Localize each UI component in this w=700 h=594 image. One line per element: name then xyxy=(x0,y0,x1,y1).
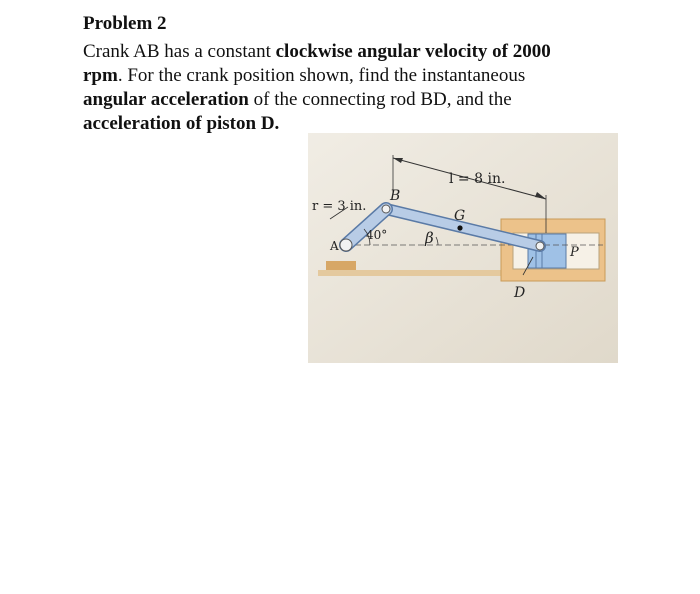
radius-label: r = 3 in. xyxy=(312,199,367,214)
ground-support xyxy=(326,261,356,271)
point-B-label: B xyxy=(390,188,401,204)
angle-beta-label: β xyxy=(425,229,434,247)
statement-line4-bold: acceleration of piston D. xyxy=(83,113,280,134)
slider-crank-figure xyxy=(308,133,618,363)
point-P-label: P xyxy=(570,245,579,260)
statement-line2-bold: rpm xyxy=(83,65,118,86)
angle-40-label: 40° xyxy=(366,228,388,242)
pin-B xyxy=(382,205,390,213)
statement-line3-bold: angular acceleration xyxy=(83,89,249,110)
point-A-label: A xyxy=(330,239,339,253)
statement-line1-bold: clockwise angular velocity of 2000 xyxy=(275,41,551,62)
problem-statement xyxy=(83,40,643,136)
statement-line1-plain: Crank AB has a constant xyxy=(83,41,276,62)
problem-title: Problem 2 xyxy=(83,13,167,34)
center-of-mass-G xyxy=(457,225,462,230)
pin-D xyxy=(536,242,544,250)
point-D-label: D xyxy=(514,285,526,301)
mechanism-diagram xyxy=(308,133,618,363)
pin-A xyxy=(340,239,352,251)
ground-line xyxy=(318,270,508,276)
statement-line2-plain: . For the crank position shown, find the instantaneous xyxy=(117,65,526,86)
length-label: l = 8 in. xyxy=(449,171,506,187)
statement-line3-plain: of the connecting rod BD, and the xyxy=(248,89,512,110)
point-G-label: G xyxy=(454,208,466,224)
